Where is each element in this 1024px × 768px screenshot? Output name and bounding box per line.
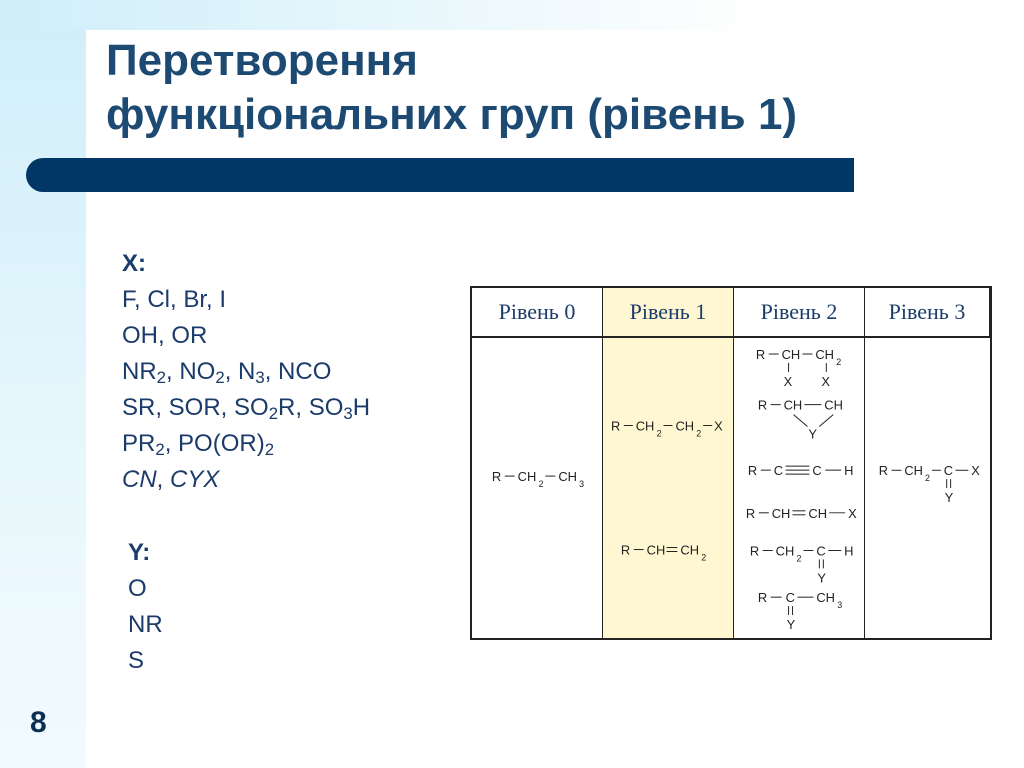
y-substituent-list: [128, 535, 163, 679]
structure-alkyl-x: [611, 418, 723, 438]
title-divider-bar: [26, 158, 854, 192]
cell-level-3: [865, 338, 990, 638]
header-level-3: Рівень 3: [865, 288, 990, 338]
slide-title: [106, 34, 797, 142]
x-list-nitrogen: $NR_2$, $NO_2$, $N_3$, NCO: [122, 358, 332, 388]
svg-text:Y: Y: [786, 616, 796, 632]
cell-level-1: [603, 338, 734, 638]
x-list-sulfur: SR, SOR, $SO_2R$, $SO_3H$: [122, 394, 371, 424]
slide-title-line-1: Перетворення: [106, 36, 418, 85]
structure-three-membered-ring: [758, 398, 843, 442]
svg-text:CH: CH: [904, 463, 923, 479]
svg-text:CH: CH: [775, 543, 795, 559]
structure-vinyl-x: [746, 506, 857, 521]
x-list-halogens: F, Cl, Br, I: [122, 286, 227, 313]
structure-ethyl-alkane: [472, 338, 602, 638]
structure-aldehyde: [750, 543, 854, 585]
svg-text:R: R: [610, 418, 621, 434]
svg-text:CH: CH: [824, 397, 843, 413]
svg-text:X: X: [848, 505, 857, 521]
svg-text:R: R: [745, 505, 756, 521]
y-list-item: O: [128, 575, 147, 602]
svg-text:3: 3: [837, 600, 843, 611]
svg-text:CH: CH: [646, 542, 666, 558]
svg-text:2: 2: [796, 553, 802, 564]
header-level-0: Рівень 0: [472, 288, 603, 338]
y-list-heading: Y:: [128, 539, 151, 566]
structure-ketone: [758, 590, 842, 632]
svg-text:R: R: [757, 590, 768, 606]
svg-text:CH: CH: [808, 505, 828, 521]
page-number: 8: [30, 706, 47, 739]
svg-text:X: X: [714, 418, 723, 434]
svg-text:2: 2: [696, 428, 702, 439]
svg-text:H: H: [844, 463, 854, 479]
svg-text:2: 2: [925, 473, 930, 484]
svg-text:R: R: [747, 463, 758, 479]
header-level-1: Рівень 1: [603, 288, 734, 338]
svg-text:C: C: [816, 543, 826, 559]
x-substituent-list: [122, 246, 370, 498]
svg-text:X: X: [783, 373, 793, 389]
svg-text:R: R: [878, 463, 889, 479]
svg-text:Y: Y: [944, 489, 954, 505]
svg-text:2: 2: [538, 479, 544, 490]
svg-text:R: R: [749, 543, 760, 559]
svg-text:CH: CH: [783, 397, 803, 413]
cell-level-0: [472, 338, 603, 638]
svg-text:C: C: [785, 590, 795, 606]
svg-text:CH: CH: [635, 418, 655, 434]
structure-alkene: [621, 542, 706, 562]
cell-level-2: [734, 338, 865, 638]
svg-text:2: 2: [836, 356, 842, 367]
structure-acyl-derivative: [865, 338, 990, 638]
oxidation-levels-table: [470, 286, 992, 640]
svg-text:C: C: [773, 463, 784, 479]
x-list-heading: X:: [122, 250, 146, 277]
x-list-phosphorus: $PR_2$, $PO(OR)_2$: [122, 430, 275, 460]
structures-level-1: [603, 338, 733, 638]
svg-text:CH: CH: [680, 542, 700, 558]
svg-text:R: R: [757, 397, 768, 413]
svg-text:R: R: [620, 542, 631, 558]
svg-text:CH: CH: [517, 469, 537, 485]
svg-text:CH: CH: [816, 590, 835, 606]
svg-text:2: 2: [701, 552, 707, 563]
header-level-2: Рівень 2: [734, 288, 865, 338]
y-list-item: S: [128, 647, 145, 674]
structure-alkyne: [748, 463, 854, 478]
svg-text:X: X: [821, 373, 830, 389]
structure-vicinal-dihalide: [756, 347, 841, 389]
structures-level-2: [734, 338, 864, 638]
svg-text:R: R: [755, 346, 766, 362]
svg-text:H: H: [844, 543, 854, 559]
y-list-item: NR: [128, 611, 163, 638]
svg-text:C: C: [943, 463, 953, 479]
svg-text:CH: CH: [781, 346, 801, 362]
svg-text:R: R: [491, 469, 502, 485]
svg-text:X: X: [971, 463, 980, 479]
svg-text:Y: Y: [817, 570, 826, 586]
svg-text:C: C: [812, 463, 822, 479]
top-decorative-band: [0, 0, 1024, 30]
svg-text:CH: CH: [675, 418, 695, 434]
svg-text:2: 2: [656, 428, 662, 439]
left-decorative-band: [0, 0, 86, 768]
svg-text:CH: CH: [771, 505, 791, 521]
x-list-carbon: CN, CYX: [122, 466, 220, 493]
svg-text:Y: Y: [808, 426, 818, 442]
x-list-oxygen: OH, OR: [122, 322, 208, 349]
svg-text:3: 3: [579, 479, 585, 490]
svg-text:CH: CH: [815, 346, 834, 362]
slide-title-line-2: функціональних груп (рівень 1): [106, 90, 798, 139]
svg-text:CH: CH: [558, 469, 577, 485]
